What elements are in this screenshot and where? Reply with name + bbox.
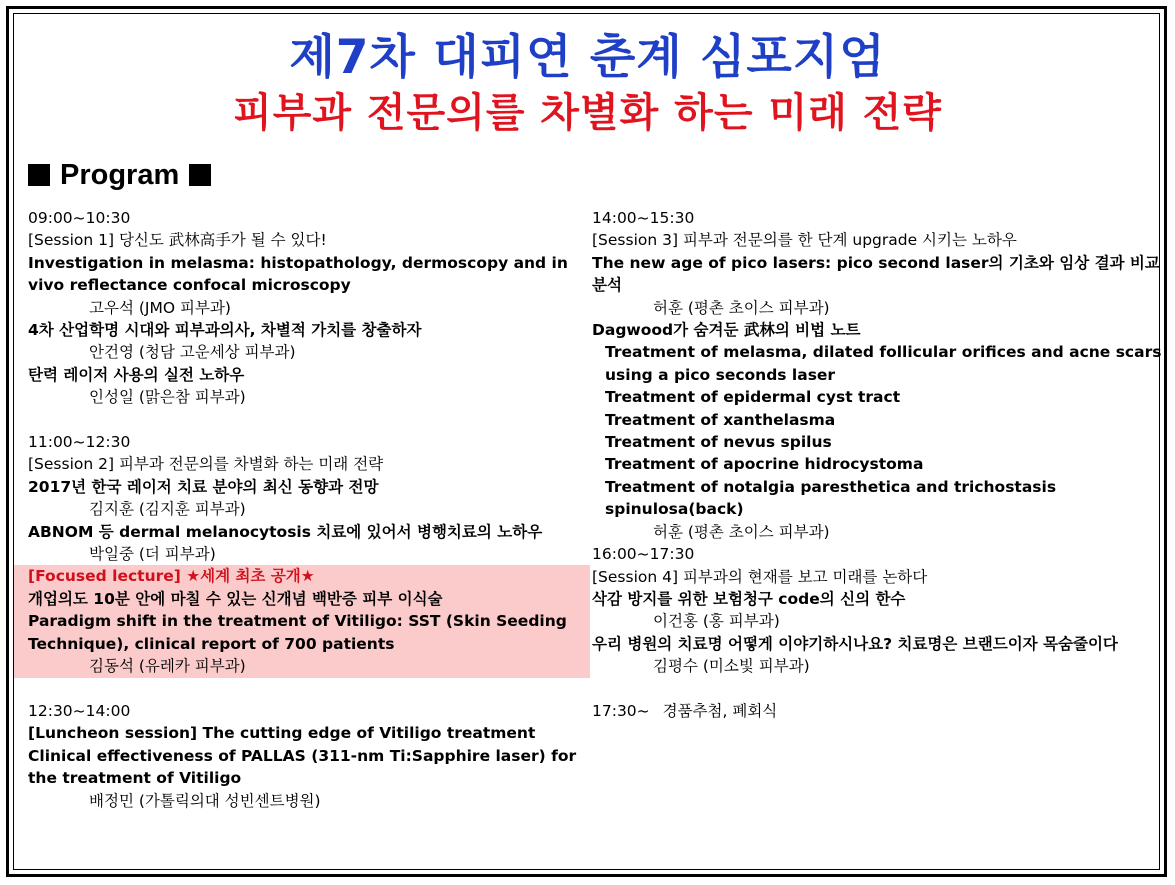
session-title: [Session 3] 피부과 전문의를 한 단계 upgrade 시키는 노하우 [592, 231, 1017, 250]
lecture-title: Paradigm shift in the treatment of Vitiligo: SST (Skin Seeding Technique), clinical report of 700 patients [28, 612, 567, 653]
lecture-title: [Luncheon session] The cutting edge of Vitiligo treatment [28, 724, 536, 743]
speaker: 허훈 (평촌 초이스 피부과) [653, 522, 830, 541]
lecture-subtopic: Treatment of notalgia paresthetica and trichostasis spinulosa(back) [605, 477, 1057, 519]
speaker: 고우석 (JMO 피부과) [89, 298, 231, 317]
closing-text: 경품추첨, 폐회식 [662, 701, 778, 720]
lecture-subtopic: Treatment of epidermal cyst tract [605, 388, 901, 407]
lecture-subtopic: Treatment of apocrine hidrocystoma [605, 455, 924, 474]
speaker: 안건영 (청담 고운세상 피부과) [89, 343, 296, 362]
spacer [28, 678, 590, 700]
session-title: [Session 2] 피부과 전문의를 차별화 하는 미래 전략 [28, 455, 384, 474]
focused-lecture-box [14, 565, 590, 677]
black-square-icon [189, 164, 211, 186]
speaker: 허훈 (평촌 초이스 피부과) [653, 298, 830, 317]
session-time: 17:30~ [592, 701, 650, 720]
lecture-title: Dagwood가 숨겨둔 武林의 비법 노트 [592, 321, 861, 340]
speaker: 박일중 (더 피부과) [89, 545, 216, 564]
program-heading [28, 155, 211, 195]
lecture-title: 우리 병원의 치료명 어떻게 이야기하시나요? 치료명은 브랜드이자 목숨줄이다 [592, 634, 1118, 653]
speaker: 김평수 (미소빛 피부과) [653, 657, 810, 676]
session-title: [Session 1] 당신도 武林高手가 될 수 있다! [28, 231, 327, 250]
lecture-subtopic: Treatment of xanthelasma [605, 410, 836, 429]
program-left-column [28, 207, 590, 812]
lecture-title: 2017년 한국 레이저 치료 분야의 최신 동향과 전망 [28, 477, 379, 496]
lecture-title: Investigation in melasma: histopathology, dermoscopy and in vivo reflectance confocal microscopy [28, 253, 568, 295]
speaker: 이건홍 (홍 피부과) [653, 612, 780, 631]
focused-lecture-title: [Focused lecture] ★세계 최초 공개★ [28, 567, 315, 586]
program-heading-label: Program [60, 159, 180, 191]
page-subtitle: 피부과 전문의를 차별화 하는 미래 전략 [233, 90, 942, 136]
page-title: 제7차 대피연 춘계 심포지엄 [289, 30, 886, 85]
session-title: [Session 4] 피부과의 현재를 보고 미래를 논하다 [592, 567, 928, 586]
lecture-subtopic: Treatment of nevus spilus [605, 433, 832, 452]
spacer [28, 409, 590, 431]
lecture-subtopic: Treatment of melasma, dilated follicular orifices and acne scars using a pico seconds laser [605, 343, 1162, 384]
lecture-title: 4차 산업학명 시대와 피부과의사, 차별적 가치를 창출하자 [28, 321, 422, 340]
spacer [592, 678, 1162, 700]
program-right-column [592, 207, 1162, 722]
closing [592, 700, 1162, 722]
session-time: 16:00~17:30 [592, 545, 695, 564]
lecture-title: 개업의도 10분 안에 마칠 수 있는 신개념 백반증 피부 이식술 [28, 589, 443, 608]
speaker: 배정민 (가톨릭의대 성빈센트병원) [89, 791, 321, 810]
speaker: 김동석 (유레카 피부과) [89, 657, 246, 676]
lecture-title: ABNOM 등 dermal melanocytosis 치료에 있어서 병행치료의 노하우 [28, 522, 543, 541]
session-time: 12:30~14:00 [28, 701, 131, 720]
speaker: 인성일 (맑은참 피부과) [89, 388, 246, 407]
lecture-title: 삭감 방지를 위한 보험청구 code의 신의 한수 [592, 589, 906, 608]
black-square-icon [28, 164, 50, 186]
lecture-title: 탄력 레이저 사용의 실전 노하우 [28, 365, 245, 384]
lecture-title: Clinical effectiveness of PALLAS (311-nm Ti:Sapphire laser) for the treatment of Vitiligo [28, 746, 577, 788]
lecture-title: The new age of pico lasers: pico second laser의 기초와 임상 결과 비교 분석 [592, 253, 1160, 295]
session-time: 14:00~15:30 [592, 209, 695, 227]
speaker: 김지훈 (김지훈 피부과) [89, 500, 246, 519]
session-time: 11:00~12:30 [28, 433, 131, 452]
session-time: 09:00~10:30 [28, 209, 131, 227]
